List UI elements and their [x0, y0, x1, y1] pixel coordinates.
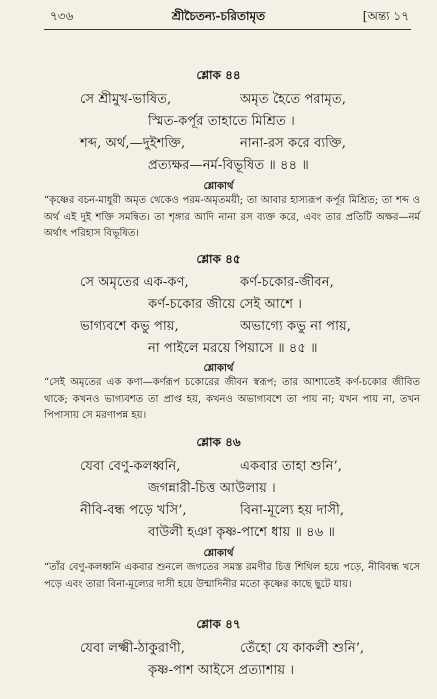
translation-heading-44: শ্লোকার্থ	[203, 181, 234, 192]
verse-45-line-2: কর্ণ-চকোর জীয়ে সেই আশে ।	[148, 297, 302, 312]
translation-heading-46: শ্লোকার্থ	[203, 548, 234, 559]
verse-44-line-4: প্রত্যক্ষর—নর্ম-বিভূষিত ॥ ৪৪ ॥	[148, 158, 309, 173]
translation-heading-45: শ্লোকার্থ	[203, 363, 234, 374]
verse-46-line-1a: যেবা বেণু-কলধ্বনি,	[80, 459, 181, 474]
verse-46-line-3b: বিনা-মূল্যে হয় দাসী,	[240, 503, 345, 518]
verse-45-line-3b: অভাগ্যে কভু না পায়,	[240, 319, 351, 334]
verse-45-line-1a: সে অমৃতের এক-কণ,	[80, 275, 189, 290]
translation-44: “কৃষ্ণের বচন-মাধুরী অমৃত থেকেও পরম-অমৃতময়ী; তা আবার হাস্যরূপ কর্পূর মিশ্রিত; তা শব্দ ও অর্থ এই দুই শক্তি সমন্বিত। তা শৃঙ্গার আদি নানা রস ব্যক্ত করে, এবং তার প্রতিটি অক্ষর—নর্ম অর্থাৎ পরিহাস বিভূষিত।	[44, 195, 420, 239]
verse-45-line-1b: কর্ণ-চকোর-জীবন,	[240, 275, 334, 290]
verse-44-line-3b: নানা-রস করে ব্যক্তি,	[240, 136, 346, 151]
verse-47-line-1b: তেঁহো যে কাকলী শুনি’,	[240, 641, 365, 656]
running-header	[0, 6, 437, 26]
section-marker: [অন্ত্য ১৭	[362, 9, 409, 23]
verse-45-line-3a: ভাগ্যবশে কভু পায়,	[80, 319, 179, 334]
header-rule	[44, 29, 411, 30]
verse-47-line-2: কৃষ্ণ-পাশ আইসে প্রত্যাশায় ।	[148, 663, 295, 678]
verse-44-line-2: স্মিত-কর্পূর তাহাতে মিশ্রিত ।	[148, 114, 295, 129]
verse-46-line-4: বাউলী হঞা কৃষ্ণ-পাশে ধায় ॥ ৪৬ ॥	[148, 525, 335, 540]
verse-44-line-3a: শব্দ, অর্থ,—দুইশক্তি,	[80, 136, 186, 151]
verse-47-line-1a: যেবা লক্ষ্মী-ঠাকুরাণী,	[80, 641, 185, 656]
verse-label-44: শ্লোক ৪৪	[196, 68, 241, 82]
verse-label-47: শ্লোক ৪৭	[196, 617, 241, 631]
verse-label-46: শ্লোক ৪৬	[196, 435, 241, 449]
translation-45: “সেই অমৃতের এক কণা—কর্ণরূপ চকোরের জীবন স্বরূপ; তার আশাতেই কর্ণ-চকোর জীবিত থাকে; কখনও ভাগ্যবশত তা প্রাপ্ত হয়, কখনও অভাগ্যবশে তা পায় না; যখন পায় না, তখন পিপাসায় সে মরণাপন্ন হয়।	[44, 377, 420, 421]
page-number: ৭৩৬	[50, 9, 74, 23]
verse-45-line-4: না পাইলে মরয়ে পিয়াসে ॥ ৪৫ ॥	[148, 341, 318, 356]
verse-46-line-3a: নীবি-বন্ধ পড়ে খসি’,	[80, 503, 187, 518]
verse-46-line-1b: একবার তাহা শুনি’,	[240, 459, 342, 474]
verse-44-line-1a: সে শ্রীমুখ-ভাষিত,	[80, 92, 172, 107]
verse-44-line-1b: অমৃত হৈতে পরামৃত,	[240, 92, 346, 107]
verse-46-line-2: জগন্নারী-চিত্ত আউলায় ।	[148, 481, 276, 496]
book-title: শ্রীচৈতন্য-চরিতামৃত	[171, 9, 266, 23]
verse-label-45: শ্লোক ৪৫	[196, 252, 241, 266]
translation-46: “তাঁর বেণু-কলধ্বনি একবার শুনলে জগতের সমস্ত রমণীর চিত্ত শিথিল হয়ে পড়ে, নীবিবন্ধ খসে পড়ে এবং তারা বিনা-মূল্যের দাসী হয়ে উন্মাদিনীর মতো কৃষ্ণের কাছে ছুটে যায়।	[44, 562, 420, 590]
